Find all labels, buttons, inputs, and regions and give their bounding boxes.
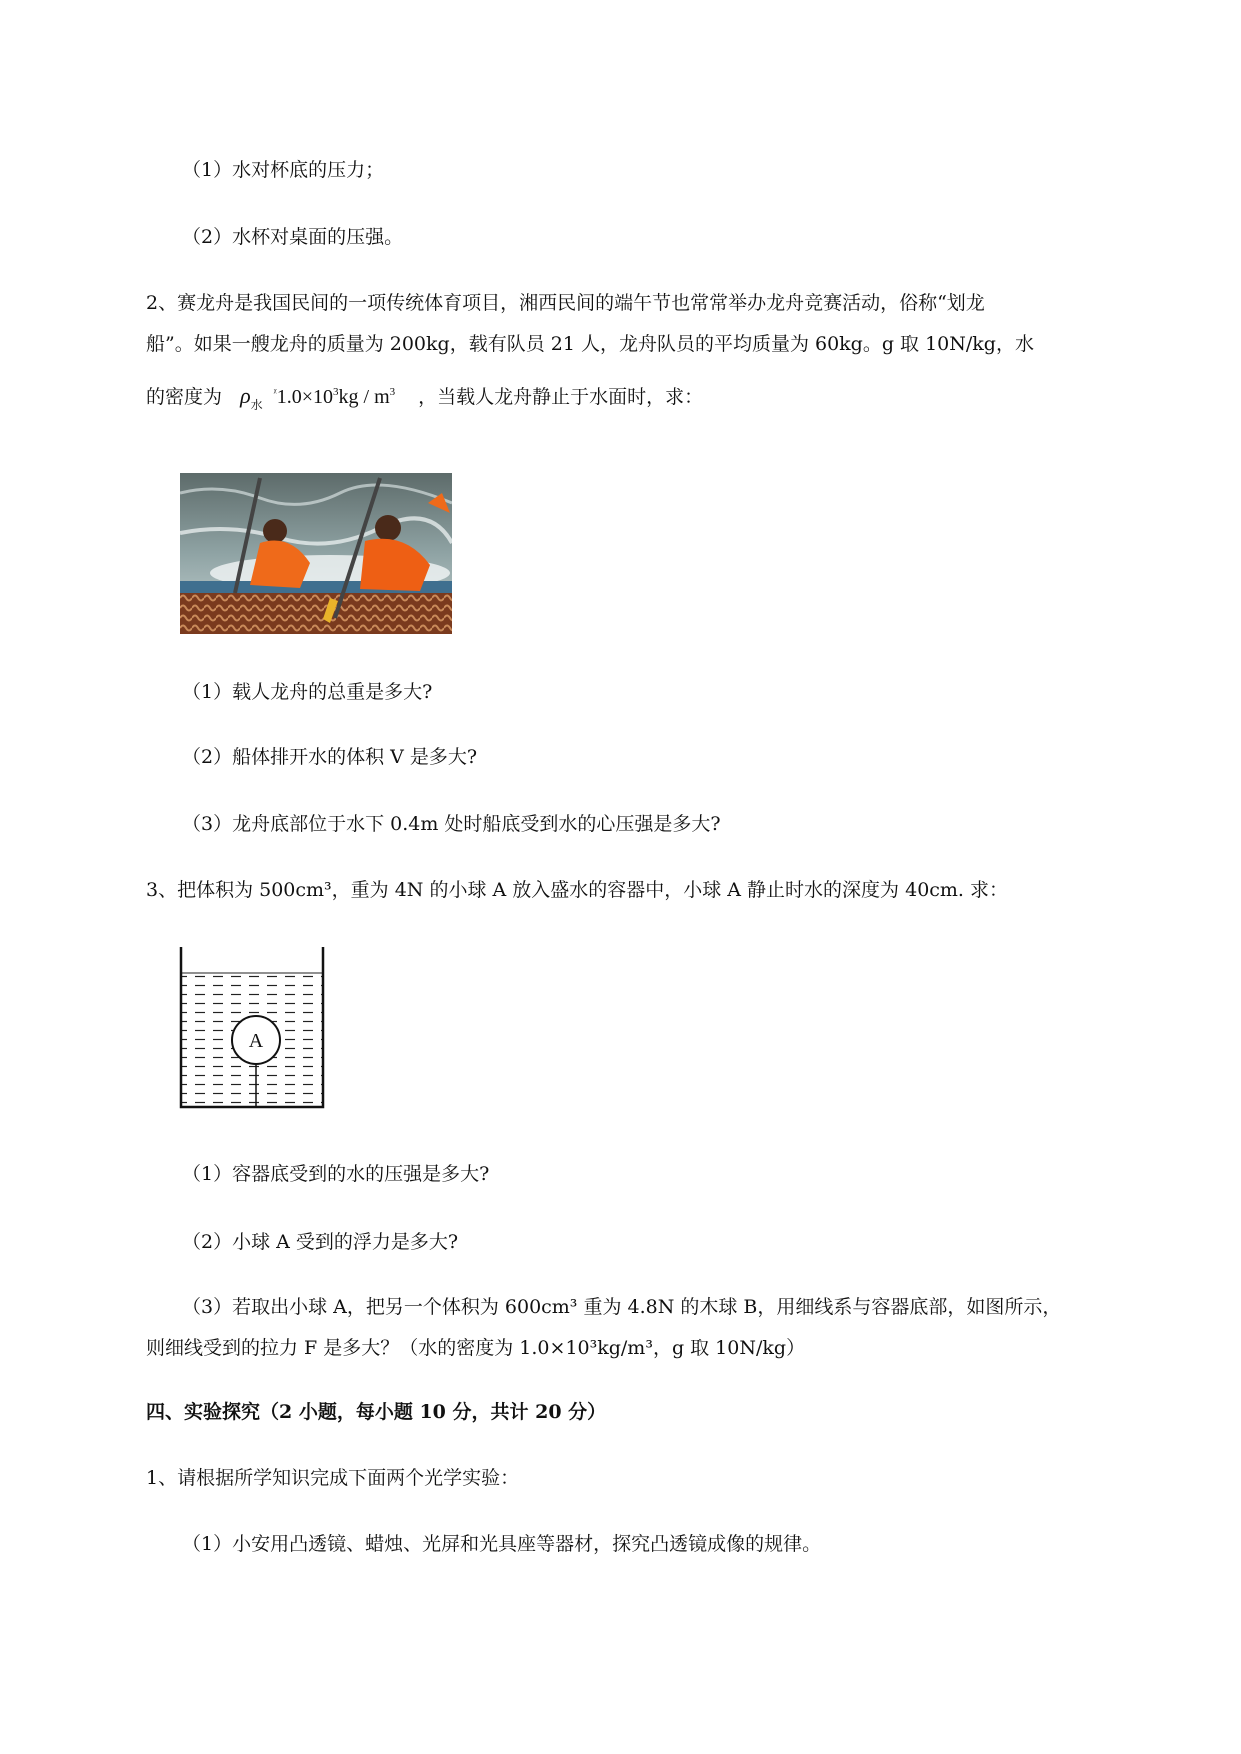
rho-symbol: ρ [240, 383, 251, 408]
q2-line-3-prefix: 的密度为 [146, 386, 223, 408]
q2-text-line-2: 船”。如果一艘龙舟的质量为 200kg，载有队员 21 人，龙舟队员的平均质量为 60kg。g 取 10N/kg，水 [146, 333, 1034, 355]
q1-part-2: （2）水杯对桌面的压强。 [182, 226, 404, 248]
formula-exponent: 3 [333, 386, 339, 398]
formula-value: 1.0×10 [276, 386, 334, 408]
q3-sub-3-line-2: 则细线受到的拉力 F 是多大？（水的密度为 1.0×10³kg/m³，g 取 10N/kg） [146, 1337, 806, 1359]
q2-text-line-1: 2、赛龙舟是我国民间的一项传统体育项目，湘西民间的端午节也常常举办龙舟竞赛活动，俗称“划龙 [146, 292, 985, 314]
q3-sub-2: （2）小球 A 受到的浮力是多大? [182, 1231, 459, 1253]
q2-sub-3: （3）龙舟底部位于水下 0.4m 处时船底受到水的心压强是多大? [182, 813, 721, 835]
q2-text-line-3 [146, 384, 703, 412]
q2-sub-2: （2）船体排开水的体积 V 是多大? [182, 746, 478, 768]
q3-text-line-1: 3、把体积为 500cm³，重为 4N 的小球 A 放入盛水的容器中，小球 A 静止时水的深度为 40cm. 求： [146, 879, 1009, 901]
rho-subscript: 水 [250, 398, 263, 412]
density-formula [240, 383, 400, 412]
formula-unit: kg / m [338, 386, 390, 408]
container-diagram [175, 945, 330, 1115]
dragon-boat-photo [180, 473, 452, 634]
q1-part-1: （1）水对杯底的压力； [182, 159, 385, 181]
q2-line-3-suffix: ，当载人龙舟静止于水面时，求： [418, 386, 704, 408]
formula-unit-exponent: 3 [389, 386, 396, 398]
ball-a-label: A [248, 1030, 264, 1052]
q3-sub-3-line-1: （3）若取出小球 A，把另一个体积为 600cm³ 重为 4.8N 的木球 B，用细线系与容器底部，如图所示， [182, 1296, 1062, 1318]
formula-mark: ᵡ [273, 386, 277, 398]
q3-sub-1: （1）容器底受到的水的压强是多大? [182, 1163, 490, 1185]
q2-sub-1: （1）载人龙舟的总重是多大? [182, 681, 433, 703]
section-4-q1-sub-1: （1）小安用凸透镜、蜡烛、光屏和光具座等器材，探究凸透镜成像的规律。 [182, 1533, 822, 1555]
section-4-heading: 四、实验探究（2 小题，每小题 10 分，共计 20 分） [146, 1401, 607, 1423]
section-4-q1-intro: 1、请根据所学知识完成下面两个光学实验： [146, 1467, 520, 1489]
